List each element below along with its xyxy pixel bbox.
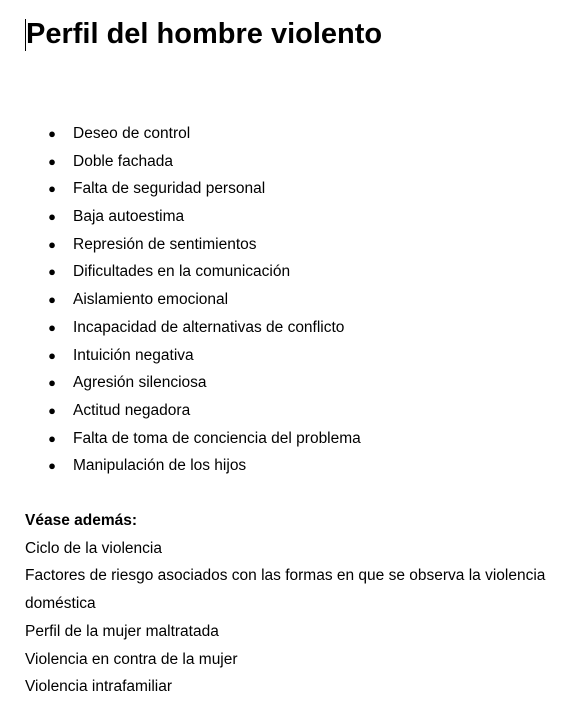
- bullet-icon: ●: [48, 181, 56, 197]
- bullet-icon: ●: [48, 402, 56, 418]
- list-item-text[interactable]: Incapacidad de alternativas de conflicto: [73, 318, 345, 336]
- see-also-item[interactable]: Perfil de la mujer maltratada: [25, 622, 219, 640]
- see-also-item[interactable]: Violencia intrafamiliar: [25, 678, 173, 696]
- bullet-icon: ●: [48, 126, 56, 141]
- list-item-text[interactable]: Falta de toma de conciencia del problema: [73, 429, 361, 447]
- list-item-text[interactable]: Dificultades en la comunicación: [73, 263, 291, 281]
- see-also-item[interactable]: Violencia en contra de la mujer: [25, 650, 238, 668]
- bullet-icon: ●: [48, 236, 56, 252]
- see-also-item[interactable]: Factores de riesgo asociados con las formas en que se observa la violencia doméstica: [25, 567, 546, 613]
- see-also-section: [25, 507, 570, 701]
- list-item-text[interactable]: Baja autoestima: [73, 208, 185, 226]
- bullet-icon: ●: [48, 153, 56, 169]
- bullet-icon: ●: [48, 209, 56, 225]
- list-item-text[interactable]: Aislamiento emocional: [73, 291, 229, 309]
- see-also-heading[interactable]: Véase además:: [25, 512, 138, 529]
- list-item-text[interactable]: Intuición negativa: [73, 346, 194, 364]
- see-also-item[interactable]: Ciclo de la violencia: [25, 539, 162, 557]
- list-item-text[interactable]: Actitud negadora: [73, 401, 191, 419]
- bullet-icon: ●: [48, 375, 56, 391]
- bullet-icon: ●: [48, 292, 56, 308]
- list-item-text[interactable]: Manipulación de los hijos: [73, 457, 247, 475]
- list-item-text[interactable]: Falta de seguridad personal: [73, 180, 266, 198]
- list-item-text[interactable]: Agresión silenciosa: [73, 374, 207, 392]
- list-item-text[interactable]: Represión de sentimientos: [73, 235, 257, 253]
- bullet-icon: ●: [48, 458, 56, 474]
- bullet-icon: ●: [48, 430, 56, 446]
- list-item-text[interactable]: Deseo de control: [73, 125, 191, 142]
- see-also-list: [25, 535, 570, 701]
- page-title[interactable]: Perfil del hombre violento: [26, 18, 383, 50]
- bullet-icon: ●: [48, 264, 56, 280]
- bullet-icon: ●: [48, 347, 56, 363]
- bullet-icon: ●: [48, 319, 56, 335]
- list-item-text[interactable]: Doble fachada: [73, 152, 173, 170]
